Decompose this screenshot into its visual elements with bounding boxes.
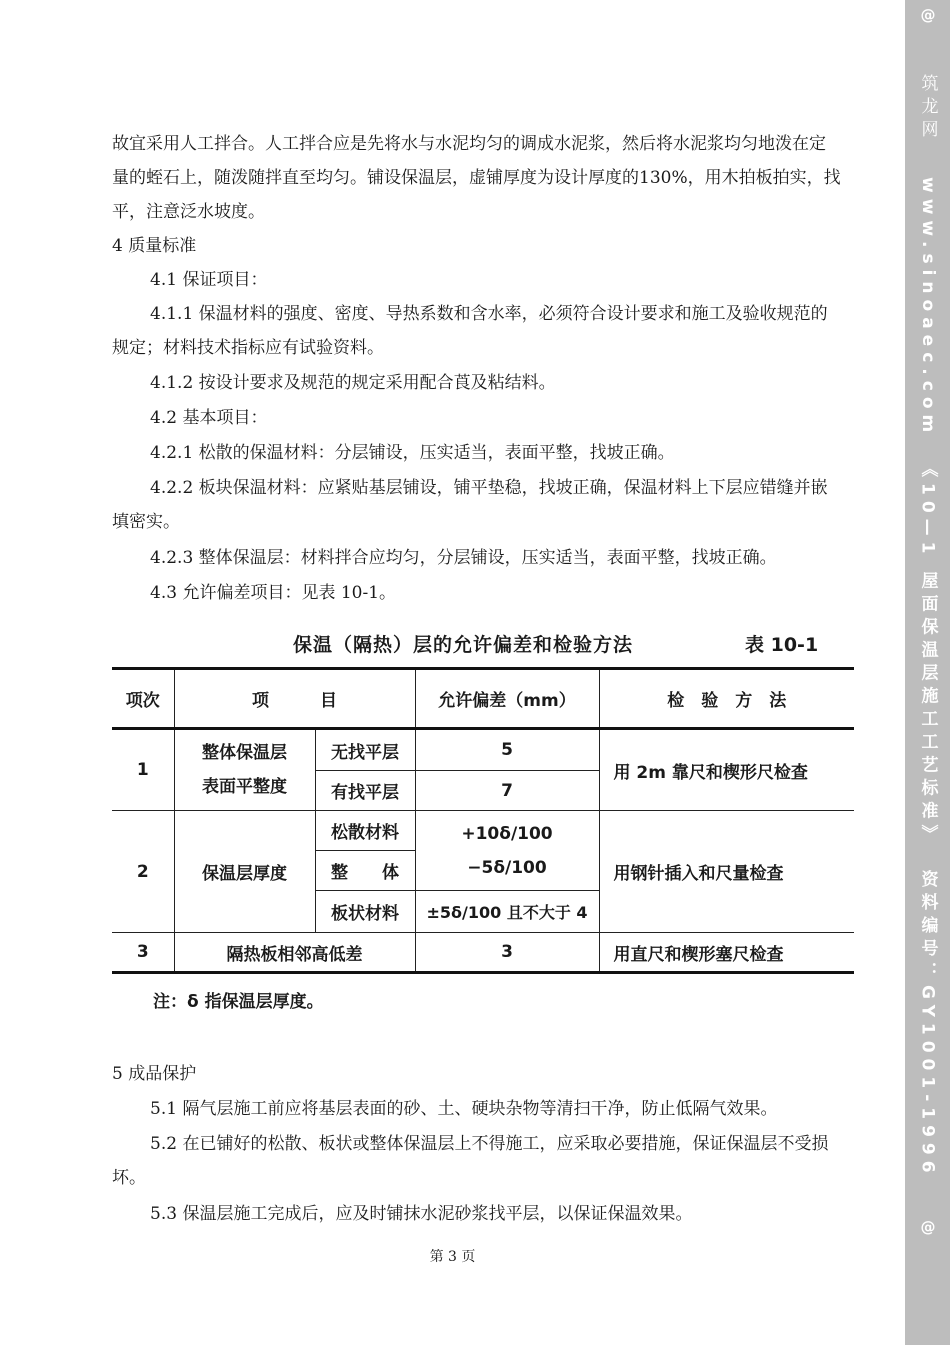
header-item: 项 目 bbox=[174, 669, 415, 729]
row3-method: 用直尺和楔形塞尺检查 bbox=[599, 933, 854, 973]
page-number: 第 3 页 bbox=[429, 1249, 476, 1265]
para-5-2: 5.2 在已铺好的松散、板状或整体保温层上不得施工，应采取必要措施，保证保温层不受损坏。 bbox=[112, 1134, 829, 1188]
row2-tol-minus: −5δ/100 bbox=[467, 857, 547, 878]
table-row bbox=[112, 729, 854, 771]
row2-sub3: 板状材料 bbox=[315, 891, 415, 933]
para-4-2-3: 4.2.3 整体保温层：材料拌合应均匀，分层铺设，压实适当，表面平整，找坡正确。 bbox=[150, 548, 777, 568]
para-4-2-1: 4.2.1 松散的保温材料：分层铺设，压实适当，表面平整，找坡正确。 bbox=[150, 443, 675, 463]
row1-item bbox=[174, 729, 315, 811]
table-number: 表 10-1 bbox=[745, 634, 819, 656]
table-row bbox=[112, 933, 854, 973]
at-sign-bottom: @ bbox=[920, 1218, 936, 1237]
para-4-2: 4.2 基本项目： bbox=[150, 408, 268, 428]
row2-tol12 bbox=[415, 811, 599, 891]
watermark-sidebar bbox=[905, 0, 950, 1345]
sidebar-doc-title: 《10—1 屋面保温层施工工艺标准》 bbox=[917, 460, 938, 848]
row1-sub1: 无找平层 bbox=[315, 729, 415, 771]
row3-no: 3 bbox=[112, 933, 174, 973]
row3-item: 隔热板相邻高低差 bbox=[174, 933, 415, 973]
row1-method: 用 2m 靠尺和楔形尺检查 bbox=[599, 729, 854, 811]
para-4-1-2: 4.1.2 按设计要求及规范的规定采用配合莨及粘结料。 bbox=[150, 373, 556, 393]
row2-method: 用钢针插入和尺量检查 bbox=[599, 811, 854, 933]
row1-sub2: 有找平层 bbox=[315, 771, 415, 811]
row1-no: 1 bbox=[112, 729, 174, 811]
row2-tol3: ±5δ/100 且不大于 4 bbox=[415, 891, 599, 933]
sidebar-text-column bbox=[913, 6, 943, 1236]
row2-sub1: 松散材料 bbox=[315, 811, 415, 851]
row1-item-line1: 整体保温层 bbox=[202, 743, 287, 763]
row2-tol-plus: +10δ/100 bbox=[461, 823, 553, 844]
para-5-1: 5.1 隔气层施工前应将基层表面的砂、土、硬块杂物等清扫干净，防止低隔气效果。 bbox=[150, 1099, 778, 1119]
at-sign-top: @ bbox=[920, 6, 936, 24]
tolerance-table bbox=[112, 667, 854, 974]
para-4-3: 4.3 允许偏差项目：见表 10-1。 bbox=[150, 583, 397, 603]
row2-item: 保温层厚度 bbox=[174, 811, 315, 933]
table-row bbox=[112, 811, 854, 851]
sidebar-site-name: 筑龙网 bbox=[917, 74, 938, 143]
para-4-1-1: 4.1.1 保温材料的强度、密度、导热系数和含水率，必须符合设计要求和施工及验收规范的规定；材料技术指标应有试验资料。 bbox=[112, 304, 828, 358]
table-header-row bbox=[112, 669, 854, 729]
row1-tol2: 7 bbox=[415, 771, 599, 811]
table-note: 注：δ 指保温层厚度。 bbox=[153, 992, 324, 1012]
row1-item-line2: 表面平整度 bbox=[202, 777, 287, 797]
row1-tol1: 5 bbox=[415, 729, 599, 771]
sidebar-doc-code: 资料编号：GY1001-1996 bbox=[917, 869, 938, 1179]
header-method: 检 验 方 法 bbox=[599, 669, 854, 729]
para-5-3: 5.3 保温层施工完成后，应及时铺抹水泥砂浆找平层，以保证保温效果。 bbox=[150, 1204, 693, 1224]
header-no: 项次 bbox=[112, 669, 174, 729]
row2-no: 2 bbox=[112, 811, 174, 933]
heading-section-5: 5 成品保护 bbox=[112, 1064, 197, 1084]
sidebar-site-url: www.sinoaec.com bbox=[918, 177, 938, 439]
row3-tol: 3 bbox=[415, 933, 599, 973]
heading-section-4: 4 质量标准 bbox=[112, 236, 197, 256]
paragraph-continued: 故宜采用人工拌合。人工拌合应是先将水与水泥均匀的调成水泥浆，然后将水泥浆均匀地泼在定量的蛭石上，随泼随拌直至均匀。铺设保温层，虚铺厚度为设计厚度的130%，用木拍板拍实，找平，注意泛水坡度。 bbox=[112, 134, 841, 222]
para-4-1: 4.1 保证项目： bbox=[150, 270, 268, 290]
para-4-2-2: 4.2.2 板块保温材料：应紧贴基层铺设，铺平垫稳，找坡正确，保温材料上下层应错缝并嵌填密实。 bbox=[112, 478, 828, 532]
table-title: 保温（隔热）层的允许偏差和检验方法 bbox=[293, 634, 634, 656]
header-tolerance: 允许偏差（mm） bbox=[415, 669, 599, 729]
row2-sub2: 整 体 bbox=[315, 851, 415, 891]
